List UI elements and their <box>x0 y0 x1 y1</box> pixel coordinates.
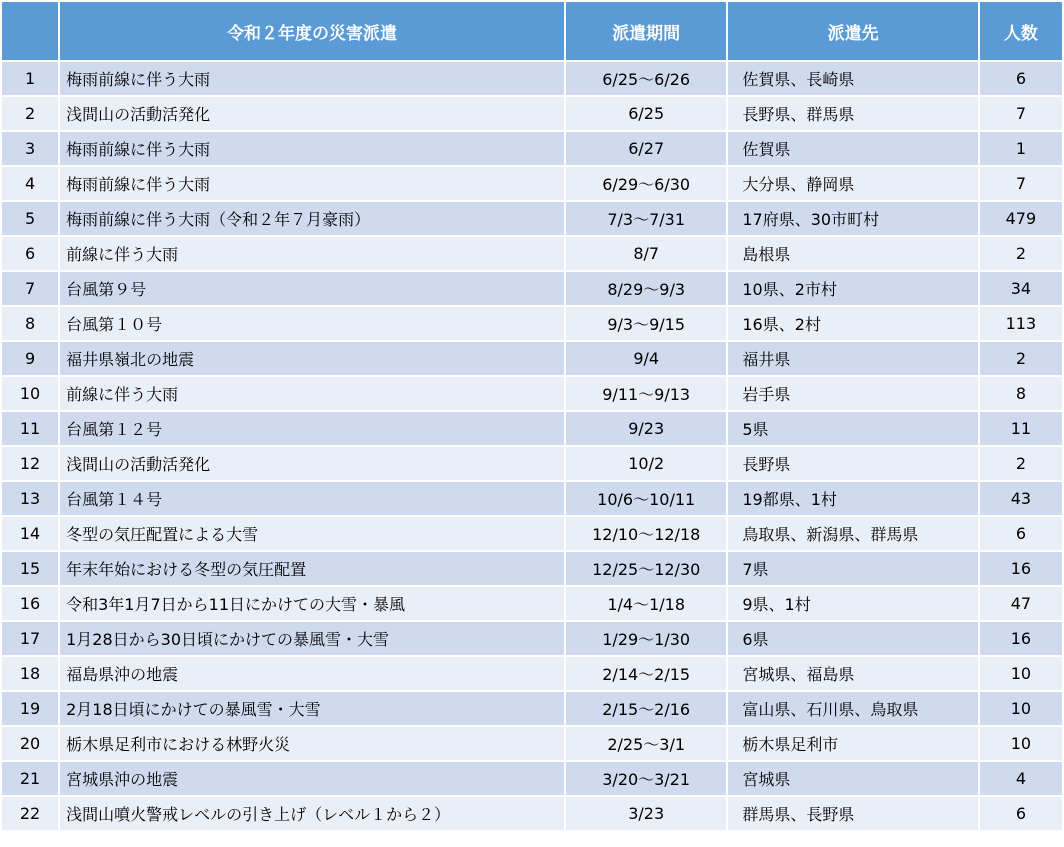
dispatch-destination: 富山県、石川県、鳥取県 <box>728 692 977 725</box>
personnel-count: 4 <box>980 762 1062 795</box>
dispatch-period: 6/25 <box>566 97 726 130</box>
header-disaster-name: 令和２年度の災害派遣 <box>60 2 564 60</box>
dispatch-destination: 16県、2村 <box>728 307 977 340</box>
table-row <box>2 727 1062 760</box>
header-row <box>2 2 1062 60</box>
personnel-count: 43 <box>980 482 1062 515</box>
personnel-count: 2 <box>980 237 1062 270</box>
dispatch-period: 6/27 <box>566 132 726 165</box>
dispatch-period: 2/25～3/1 <box>566 727 726 760</box>
row-number: 15 <box>2 552 58 585</box>
dispatch-period: 6/25～6/26 <box>566 62 726 95</box>
table-row <box>2 517 1062 550</box>
table-row <box>2 622 1062 655</box>
table-row <box>2 62 1062 95</box>
dispatch-destination: 7県 <box>728 552 977 585</box>
disaster-name: 台風第１２号 <box>60 412 564 445</box>
row-number: 2 <box>2 97 58 130</box>
personnel-count: 6 <box>980 797 1062 830</box>
dispatch-period: 8/7 <box>566 237 726 270</box>
table-row <box>2 272 1062 305</box>
dispatch-destination: 5県 <box>728 412 977 445</box>
table-row <box>2 692 1062 725</box>
row-number: 21 <box>2 762 58 795</box>
row-number: 12 <box>2 447 58 480</box>
table-row <box>2 412 1062 445</box>
table-row <box>2 797 1062 830</box>
table-row <box>2 587 1062 620</box>
disaster-name: 台風第９号 <box>60 272 564 305</box>
disaster-name: 梅雨前線に伴う大雨 <box>60 62 564 95</box>
dispatch-destination: 鳥取県、新潟県、群馬県 <box>728 517 977 550</box>
disaster-name: 冬型の気圧配置による大雪 <box>60 517 564 550</box>
disaster-name: 浅間山噴火警戒レベルの引き上げ（レベル１から２） <box>60 797 564 830</box>
header-dispatch-period: 派遣期間 <box>566 2 726 60</box>
row-number: 3 <box>2 132 58 165</box>
header-dispatch-destination: 派遣先 <box>728 2 977 60</box>
row-number: 9 <box>2 342 58 375</box>
dispatch-period: 12/10～12/18 <box>566 517 726 550</box>
dispatch-period: 9/11～9/13 <box>566 377 726 410</box>
table-row <box>2 97 1062 130</box>
dispatch-period: 10/2 <box>566 447 726 480</box>
table-row <box>2 762 1062 795</box>
dispatch-period: 1/4～1/18 <box>566 587 726 620</box>
row-number: 22 <box>2 797 58 830</box>
disaster-name: 前線に伴う大雨 <box>60 377 564 410</box>
disaster-name: 台風第１０号 <box>60 307 564 340</box>
dispatch-destination: 10県、2市村 <box>728 272 977 305</box>
row-number: 20 <box>2 727 58 760</box>
row-number: 18 <box>2 657 58 690</box>
dispatch-period: 1/29～1/30 <box>566 622 726 655</box>
row-number: 19 <box>2 692 58 725</box>
disaster-name: 梅雨前線に伴う大雨（令和２年７月豪雨） <box>60 202 564 235</box>
dispatch-period: 2/15～2/16 <box>566 692 726 725</box>
disaster-name: 福井県嶺北の地震 <box>60 342 564 375</box>
dispatch-period: 3/20～3/21 <box>566 762 726 795</box>
table-row <box>2 307 1062 340</box>
dispatch-destination: 宮城県、福島県 <box>728 657 977 690</box>
dispatch-period: 9/3～9/15 <box>566 307 726 340</box>
personnel-count: 47 <box>980 587 1062 620</box>
dispatch-destination: 佐賀県 <box>728 132 977 165</box>
table-row <box>2 377 1062 410</box>
personnel-count: 8 <box>980 377 1062 410</box>
personnel-count: 11 <box>980 412 1062 445</box>
dispatch-destination: 長野県、群馬県 <box>728 97 977 130</box>
personnel-count: 2 <box>980 447 1062 480</box>
dispatch-period: 9/4 <box>566 342 726 375</box>
row-number: 14 <box>2 517 58 550</box>
dispatch-period: 9/23 <box>566 412 726 445</box>
row-number: 17 <box>2 622 58 655</box>
personnel-count: 10 <box>980 657 1062 690</box>
personnel-count: 1 <box>980 132 1062 165</box>
dispatch-period: 2/14～2/15 <box>566 657 726 690</box>
disaster-name: 宮城県沖の地震 <box>60 762 564 795</box>
header-personnel-count: 人数 <box>980 2 1062 60</box>
row-number: 8 <box>2 307 58 340</box>
row-number: 16 <box>2 587 58 620</box>
table-row <box>2 132 1062 165</box>
disaster-name: 年末年始における冬型の気圧配置 <box>60 552 564 585</box>
table-row <box>2 657 1062 690</box>
disaster-name: 1月28日から30日頃にかけての暴風雪・大雪 <box>60 622 564 655</box>
disaster-name: 令和3年1月7日から11日にかけての大雪・暴風 <box>60 587 564 620</box>
row-number: 7 <box>2 272 58 305</box>
disaster-name: 梅雨前線に伴う大雨 <box>60 167 564 200</box>
disaster-name: 福島県沖の地震 <box>60 657 564 690</box>
table-row <box>2 237 1062 270</box>
personnel-count: 7 <box>980 97 1062 130</box>
disaster-name: 梅雨前線に伴う大雨 <box>60 132 564 165</box>
dispatch-destination: 長野県 <box>728 447 977 480</box>
row-number: 5 <box>2 202 58 235</box>
personnel-count: 6 <box>980 517 1062 550</box>
personnel-count: 113 <box>980 307 1062 340</box>
row-number: 13 <box>2 482 58 515</box>
table-row <box>2 202 1062 235</box>
personnel-count: 16 <box>980 622 1062 655</box>
dispatch-destination: 群馬県、長野県 <box>728 797 977 830</box>
dispatch-destination: 宮城県 <box>728 762 977 795</box>
personnel-count: 7 <box>980 167 1062 200</box>
row-number: 4 <box>2 167 58 200</box>
dispatch-period: 10/6～10/11 <box>566 482 726 515</box>
disaster-name: 前線に伴う大雨 <box>60 237 564 270</box>
personnel-count: 479 <box>980 202 1062 235</box>
personnel-count: 16 <box>980 552 1062 585</box>
dispatch-destination: 17府県、30市町村 <box>728 202 977 235</box>
dispatch-destination: 福井県 <box>728 342 977 375</box>
dispatch-destination: 6県 <box>728 622 977 655</box>
row-number: 6 <box>2 237 58 270</box>
dispatch-period: 3/23 <box>566 797 726 830</box>
dispatch-period: 6/29～6/30 <box>566 167 726 200</box>
dispatch-destination: 栃木県足利市 <box>728 727 977 760</box>
personnel-count: 10 <box>980 692 1062 725</box>
personnel-count: 10 <box>980 727 1062 760</box>
personnel-count: 2 <box>980 342 1062 375</box>
dispatch-period: 8/29～9/3 <box>566 272 726 305</box>
header-number <box>2 2 58 60</box>
table-row <box>2 482 1062 515</box>
table-row <box>2 447 1062 480</box>
dispatch-destination: 大分県、静岡県 <box>728 167 977 200</box>
personnel-count: 6 <box>980 62 1062 95</box>
personnel-count: 34 <box>980 272 1062 305</box>
disaster-name: 浅間山の活動活発化 <box>60 97 564 130</box>
table-row <box>2 552 1062 585</box>
disaster-name: 浅間山の活動活発化 <box>60 447 564 480</box>
disaster-name: 台風第１４号 <box>60 482 564 515</box>
dispatch-destination: 9県、1村 <box>728 587 977 620</box>
dispatch-destination: 佐賀県、長崎県 <box>728 62 977 95</box>
dispatch-period: 12/25～12/30 <box>566 552 726 585</box>
dispatch-destination: 19都県、1村 <box>728 482 977 515</box>
dispatch-destination: 岩手県 <box>728 377 977 410</box>
dispatch-period: 7/3～7/31 <box>566 202 726 235</box>
table-row <box>2 167 1062 200</box>
disaster-name: 栃木県足利市における林野火災 <box>60 727 564 760</box>
row-number: 11 <box>2 412 58 445</box>
disaster-name: 2月18日頃にかけての暴風雪・大雪 <box>60 692 564 725</box>
row-number: 10 <box>2 377 58 410</box>
dispatch-destination: 島根県 <box>728 237 977 270</box>
row-number: 1 <box>2 62 58 95</box>
table-row <box>2 342 1062 375</box>
